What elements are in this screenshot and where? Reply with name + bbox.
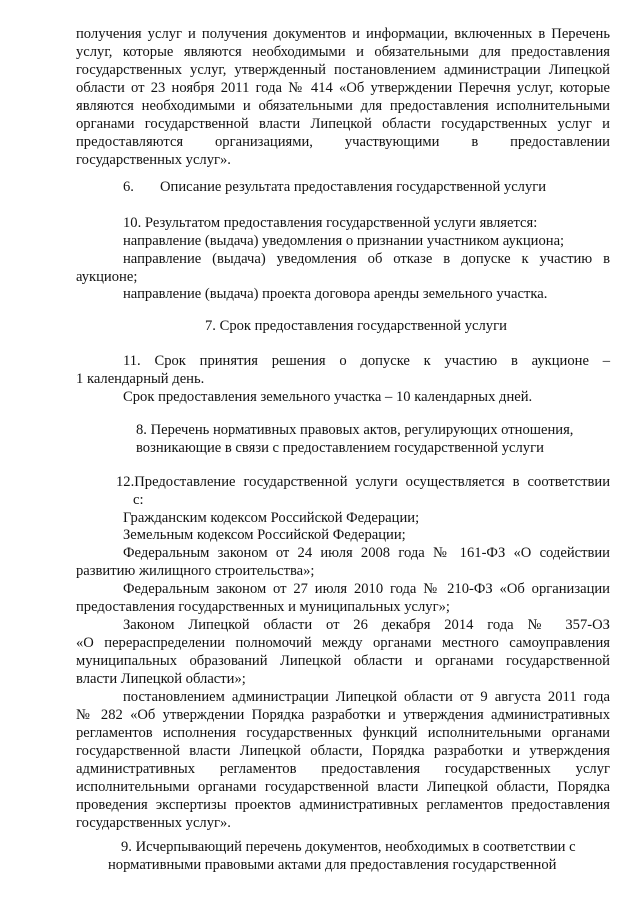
p12-line: Федеральным законом от 24 июля 2008 года № 161-ФЗ «О содействии xyxy=(123,545,610,561)
p12-line: административных регламентов предоставления государственных услуг xyxy=(76,761,610,777)
p11-line: 11. Срок принятия решения о допуске к участию в аукционе – xyxy=(123,353,610,369)
p12-line: 12.Предоставление государственной услуги осуществляется в соответствии xyxy=(116,474,610,490)
p12-line: предоставления государственных и муниципальных услуг»; xyxy=(76,599,450,615)
section-9-title-line1: 9. Исчерпывающий перечень документов, необходимых в соответствии с xyxy=(121,839,576,855)
intro-line: получения услуг и получения документов и информации, включенных в Перечень xyxy=(76,26,610,42)
p12-line: муниципальных образований Липецкой области и органами государственной xyxy=(76,653,610,669)
p12-line: «О перераспределении полномочий между органами местного самоуправления xyxy=(76,635,610,651)
section-7-title: 7. Срок предоставления государственной услуги xyxy=(205,318,507,334)
section-8-title-line1: 8. Перечень нормативных правовых актов, регулирующих отношения, xyxy=(136,422,574,438)
p12-line: Федеральным законом от 27 июля 2010 года № 210-ФЗ «Об организации xyxy=(123,581,610,597)
intro-line: услуг, которые являются необходимыми и обязательными для предоставления xyxy=(76,44,610,60)
section-8-title-line2: возникающие в связи с предоставлением государственной услуги xyxy=(136,440,544,456)
p11-line: Срок предоставления земельного участка – 10 календарных дней. xyxy=(123,389,533,405)
p10-line: аукционе; xyxy=(76,269,138,285)
p12-line: регламентов исполнения государственных функций исполнительными органами xyxy=(76,725,610,741)
p12-line: государственной власти Липецкой области, Порядка разработки и утверждения xyxy=(76,743,610,759)
section-6-number: 6. xyxy=(123,179,134,195)
p12-line: Земельным кодексом Российской Федерации; xyxy=(123,527,406,543)
p12-line: исполнительными органами государственной власти Липецкой области, Порядка xyxy=(76,779,610,795)
p12-line: № 282 «Об утверждении Порядка разработки и утверждения административных xyxy=(76,707,610,723)
p12-line: государственных услуг». xyxy=(76,815,231,831)
intro-line: государственных услуг, утвержденный постановлением администрации Липецкой xyxy=(76,62,610,78)
p12-line: Законом Липецкой области от 26 декабря 2014 года № 357-ОЗ xyxy=(123,617,610,633)
p10-line: направление (выдача) уведомления об отказе в допуске к участию в xyxy=(123,251,610,267)
p10-line: направление (выдача) уведомления о признании участником аукциона; xyxy=(123,233,565,249)
p12-line: развитию жилищного строительства»; xyxy=(76,563,315,579)
p12-line: проведения экспертизы проектов административных регламентов предоставления xyxy=(76,797,610,813)
intro-line: государственных услуг». xyxy=(76,152,231,168)
p10-line: направление (выдача) проекта договора аренды земельного участка. xyxy=(123,286,548,302)
p11-line: 1 календарный день. xyxy=(76,371,205,387)
p12-line: Гражданским кодексом Российской Федерации; xyxy=(123,510,420,526)
section-6-title: Описание результата предоставления государственной услуги xyxy=(160,179,547,195)
intro-line: области от 23 ноября 2011 года № 414 «Об утверждении Перечня услуг, которые xyxy=(76,80,610,96)
section-9-title-line2: нормативными правовыми актами для предоставления государственной xyxy=(108,857,557,873)
p12-line: постановлением администрации Липецкой области от 9 августа 2011 года xyxy=(123,689,610,705)
intro-line: предоставляются организациями, участвующими в предоставлении xyxy=(76,134,610,150)
p10-line: 10. Результатом предоставления государственной услуги является: xyxy=(123,215,538,231)
intro-line: являются необходимыми и обязательными для предоставления исполнительными xyxy=(76,98,610,114)
p12-line: с: xyxy=(133,492,144,508)
p12-line: власти Липецкой области»; xyxy=(76,671,246,687)
intro-line: органами государственной власти Липецкой области государственных услуг и xyxy=(76,116,610,132)
